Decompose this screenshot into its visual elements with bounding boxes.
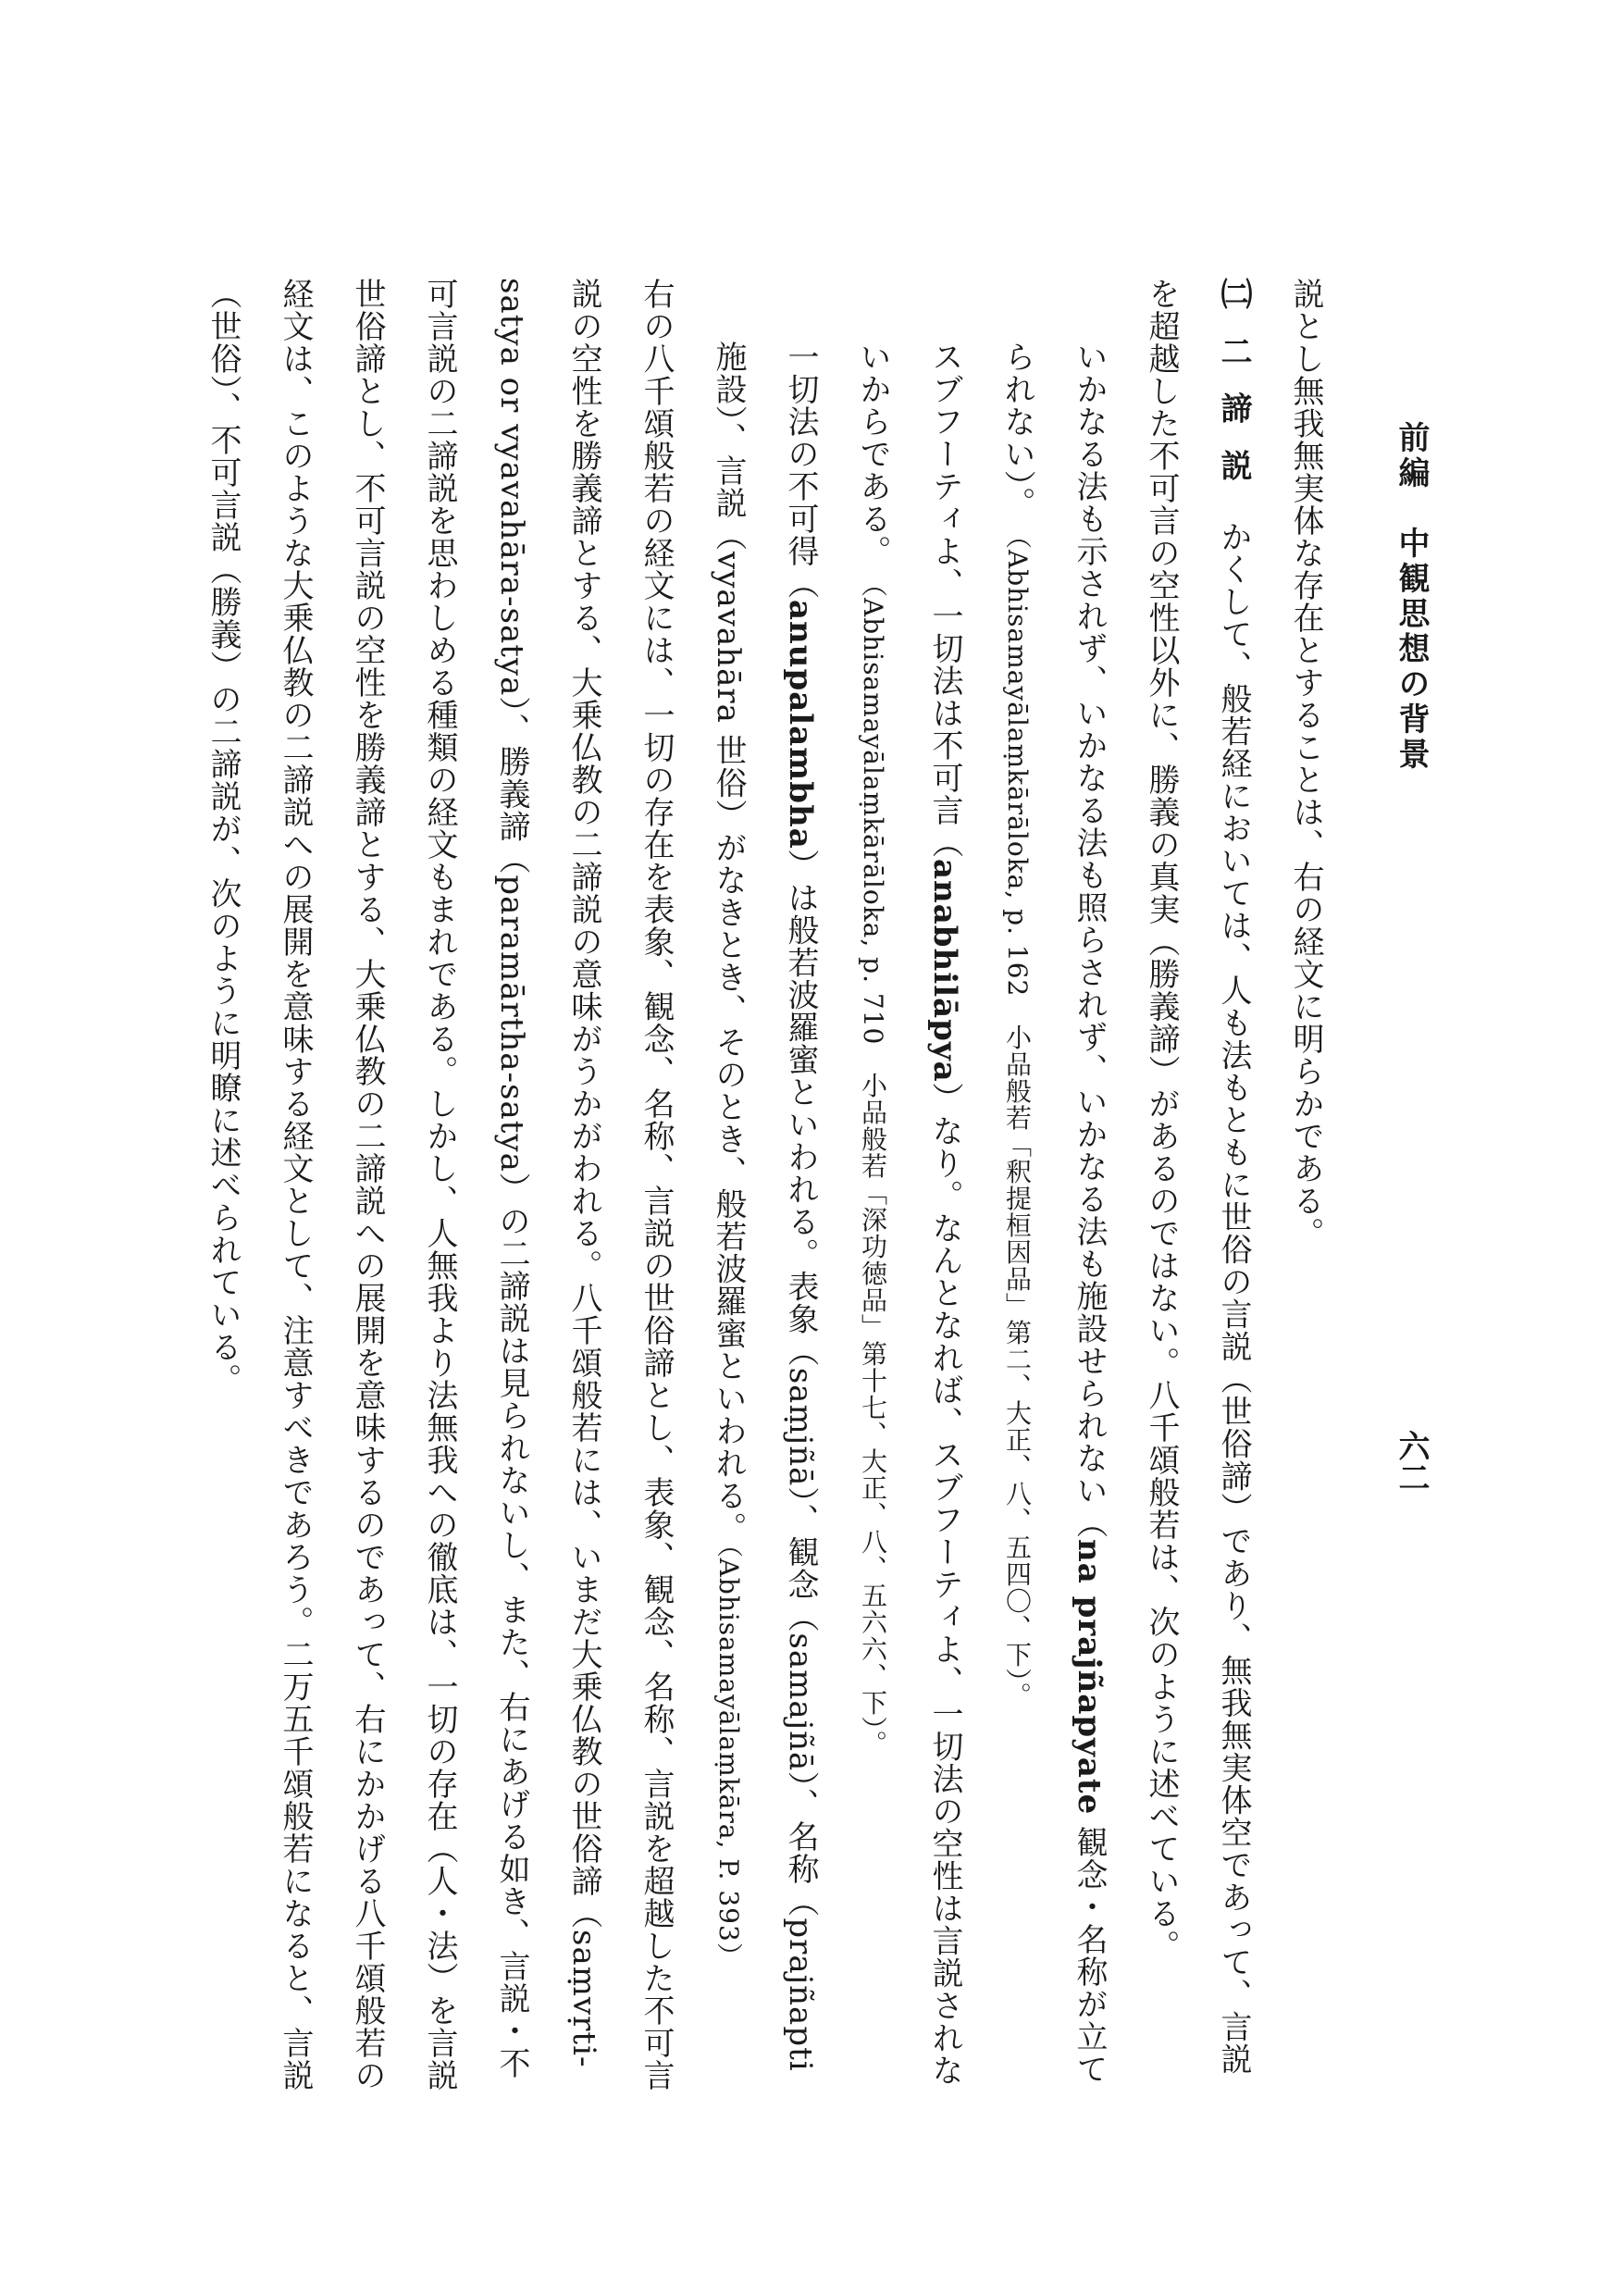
quotation-1 — [981, 341, 1125, 2091]
quotation-block — [692, 341, 1125, 2091]
quotation-1-citation: （Abhisamayālaṃkārāloka, p. 162 小品般若「釈提桓因品」第二、大正、八、五四〇、下）。 — [1002, 536, 1033, 1709]
paragraph-3: 右の八千頌般若の経文には、一切の存在を表象、観念、名称、言説の世俗諦とし、表象、観念、名称、言説を超越した不可言説の空性を勝義諦とする、大乗仏教の二諦説の意味がうかがわれる。八千頌般若には、いまだ大乗仏教の世俗諦（saṃvṛti-satya or vyavahāra-satya）、勝義諦（paramārtha-satya）の二諦説は見られないし、また、右にあげる如き、言説・不可言説の二諦説を思わしめる種類の経文もまれである。しかし、人無我より法無我への徹底は、一切の存在（人・法）を言説世俗諦とし、不可言説の空性を勝義諦とする、大乗仏教の二諦説への展開を意味するのであって、右にかかげる八千頌般若の経文は、このような大乗仏教の二諦説への展開を意味する経文として、注意すべきであろう。二万五千頌般若になると、言説（世俗）、不可言説（勝義）の二諦説が、次のように明瞭に述べられている。 — [204, 278, 675, 2091]
quotation-1-latin: na prajñapyate — [1071, 1539, 1108, 1816]
paragraph-2-text: かくして、般若経においては、人も法もともに世俗の言説（世俗諦）であり、無我無実体空であって、言説を超越した不可言の空性以外に、勝義の真実（勝義諦）があるのではない。八千頌般若は、次のように述べている。 — [1143, 278, 1252, 2076]
quotation-3-latin: anupalambha — [782, 600, 819, 850]
quotation-1-text-a: いかなる法も示されず、いかなる法も照らされず、いかなる法も施設せられない（ — [1071, 341, 1108, 1539]
quotation-2-citation: （Abhisamayālaṃkārāloka, p. 710 小品般若「深功徳品」第十七、大正、八、五六六、下）。 — [858, 584, 888, 1757]
quotation-3-citation: （Abhisamayālaṃkāra, P. 393） — [713, 1544, 744, 1969]
section-heading: ㈡ 二 諦 説 — [1215, 278, 1252, 489]
page-body — [204, 278, 1342, 2091]
running-header: 前編 中観思想の背景 — [1393, 421, 1430, 773]
quotation-3 — [692, 341, 836, 2091]
quotation-2-text-a: スブフーティよ、一切法は不可言（ — [926, 341, 963, 859]
quotation-2 — [836, 341, 981, 2091]
paragraph-1: 説とし無我無実体な存在とすることは、右の経文に明らかである。 — [1287, 278, 1324, 1249]
quotation-2-latin: anabhilāpya — [926, 859, 963, 1083]
quotation-2-text-b: ）なり。なんとなれば、スブフーティよ、一切法の空性は言説されないからである。 — [854, 341, 963, 2087]
quotation-3-text-b: ）は般若波羅蜜といわれる。表象（saṃjñā）、観念（samajñā）、名称（prajñapti 施設）、言説（vyavahāra 世俗）がなきとき、そのとき、般若波羅蜜といわれる。 — [710, 341, 819, 2072]
quotation-3-text-a: 一切法の不可得（ — [782, 341, 819, 600]
paragraph-2 — [1125, 278, 1270, 2091]
page-number: 六二 — [1393, 1430, 1430, 1493]
quotation-1-text-b: 観念・名称が立てられない）。 — [998, 341, 1108, 2086]
